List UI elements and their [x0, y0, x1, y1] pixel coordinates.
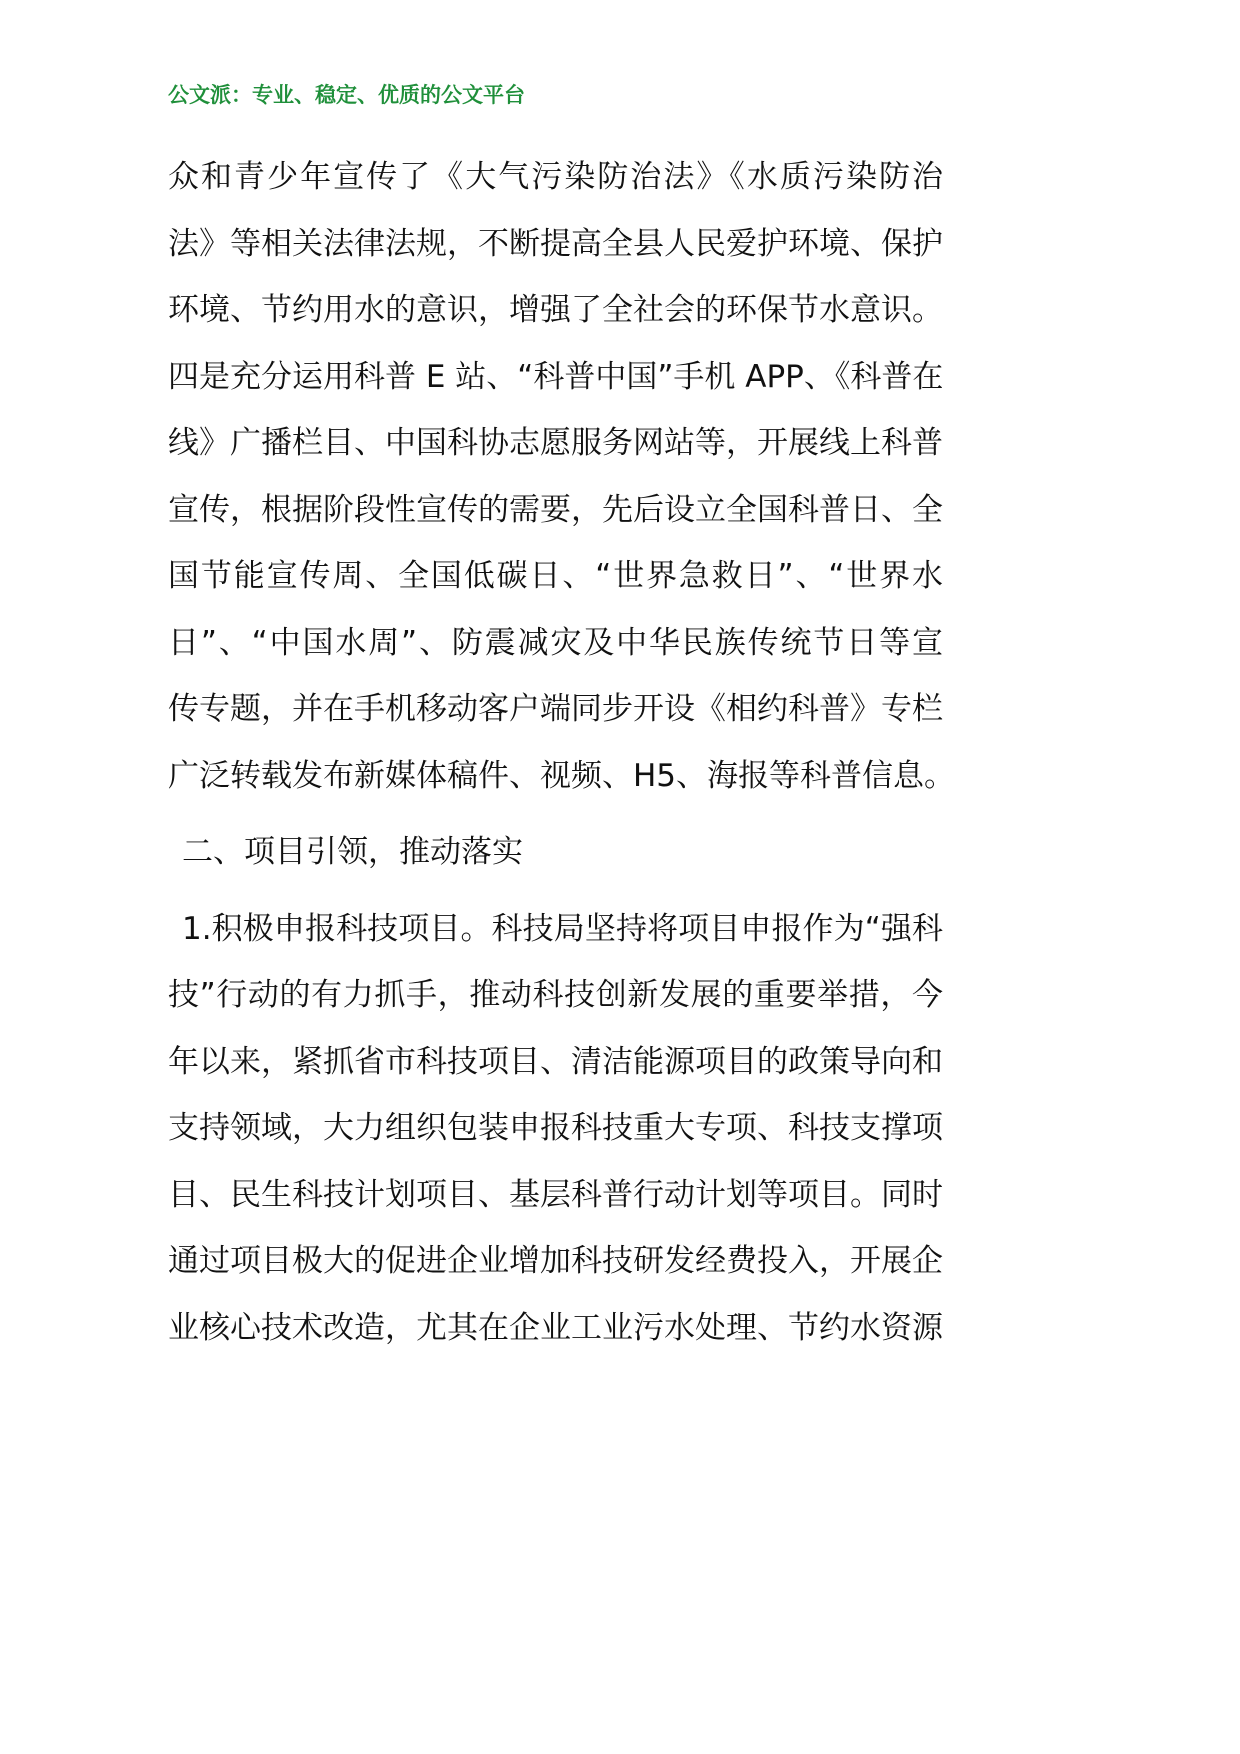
paragraph-spacer	[168, 886, 943, 896]
document-body	[168, 144, 956, 1361]
text-line: 支持领域，大力组织包装申报科技重大专项、科技支撑项	[168, 1110, 943, 1146]
text-line: 国节能宣传周、全国低碳日、“世界急救日”、“世界水	[168, 558, 943, 594]
text-line: 日”、“中国水周”、防震减灾及中华民族传统节日等宣	[168, 624, 943, 661]
text-line: 宣传，根据阶段性宣传的需要，先后设立全国科普日、全	[168, 491, 943, 528]
text-line: 目、民生科技计划项目、基层科普行动计划等项目。同时	[168, 1176, 943, 1213]
text-line: 环境、节约用水的意识，增强了全社会的环保节水意识。	[168, 292, 943, 328]
site-header: 公文派：专业、稳定、优质的公文平台	[168, 83, 525, 107]
section-heading: 二、项目引领，推动落实	[182, 834, 523, 870]
paragraph-spacer	[168, 809, 943, 819]
paragraph	[168, 896, 943, 1362]
text-line: 线》广播栏目、中国科协志愿服务网站等，开展线上科普	[168, 425, 943, 461]
paragraph	[168, 144, 956, 809]
text-line: 通过项目极大的促进企业增加科技研发经费投入，开展企	[168, 1243, 943, 1279]
text-line: 法》等相关法律法规，不断提高全县人民爱护环境、保护	[168, 225, 943, 262]
text-line: 广泛转载发布新媒体稿件、视频、H5、海报等科普信息。	[168, 757, 956, 794]
text-line: 众和青少年宣传了《大气污染防治法》《水质污染防治	[168, 159, 943, 195]
text-line: 1.积极申报科技项目。科技局坚持将项目申报作为“强科	[182, 910, 943, 947]
text-line: 年以来，紧抓省市科技项目、清洁能源项目的政策导向和	[168, 1043, 943, 1080]
text-line: 技”行动的有力抓手，推动科技创新发展的重要举措，今	[168, 977, 943, 1013]
text-line: 四是充分运用科普 E 站、“科普中国”手机 APP、《科普在	[168, 358, 944, 395]
text-line: 传专题，并在手机移动客户端同步开设《相约科普》专栏	[168, 691, 943, 727]
text-line: 业核心技术改造，尤其在企业工业污水处理、节约水资源	[168, 1309, 943, 1346]
